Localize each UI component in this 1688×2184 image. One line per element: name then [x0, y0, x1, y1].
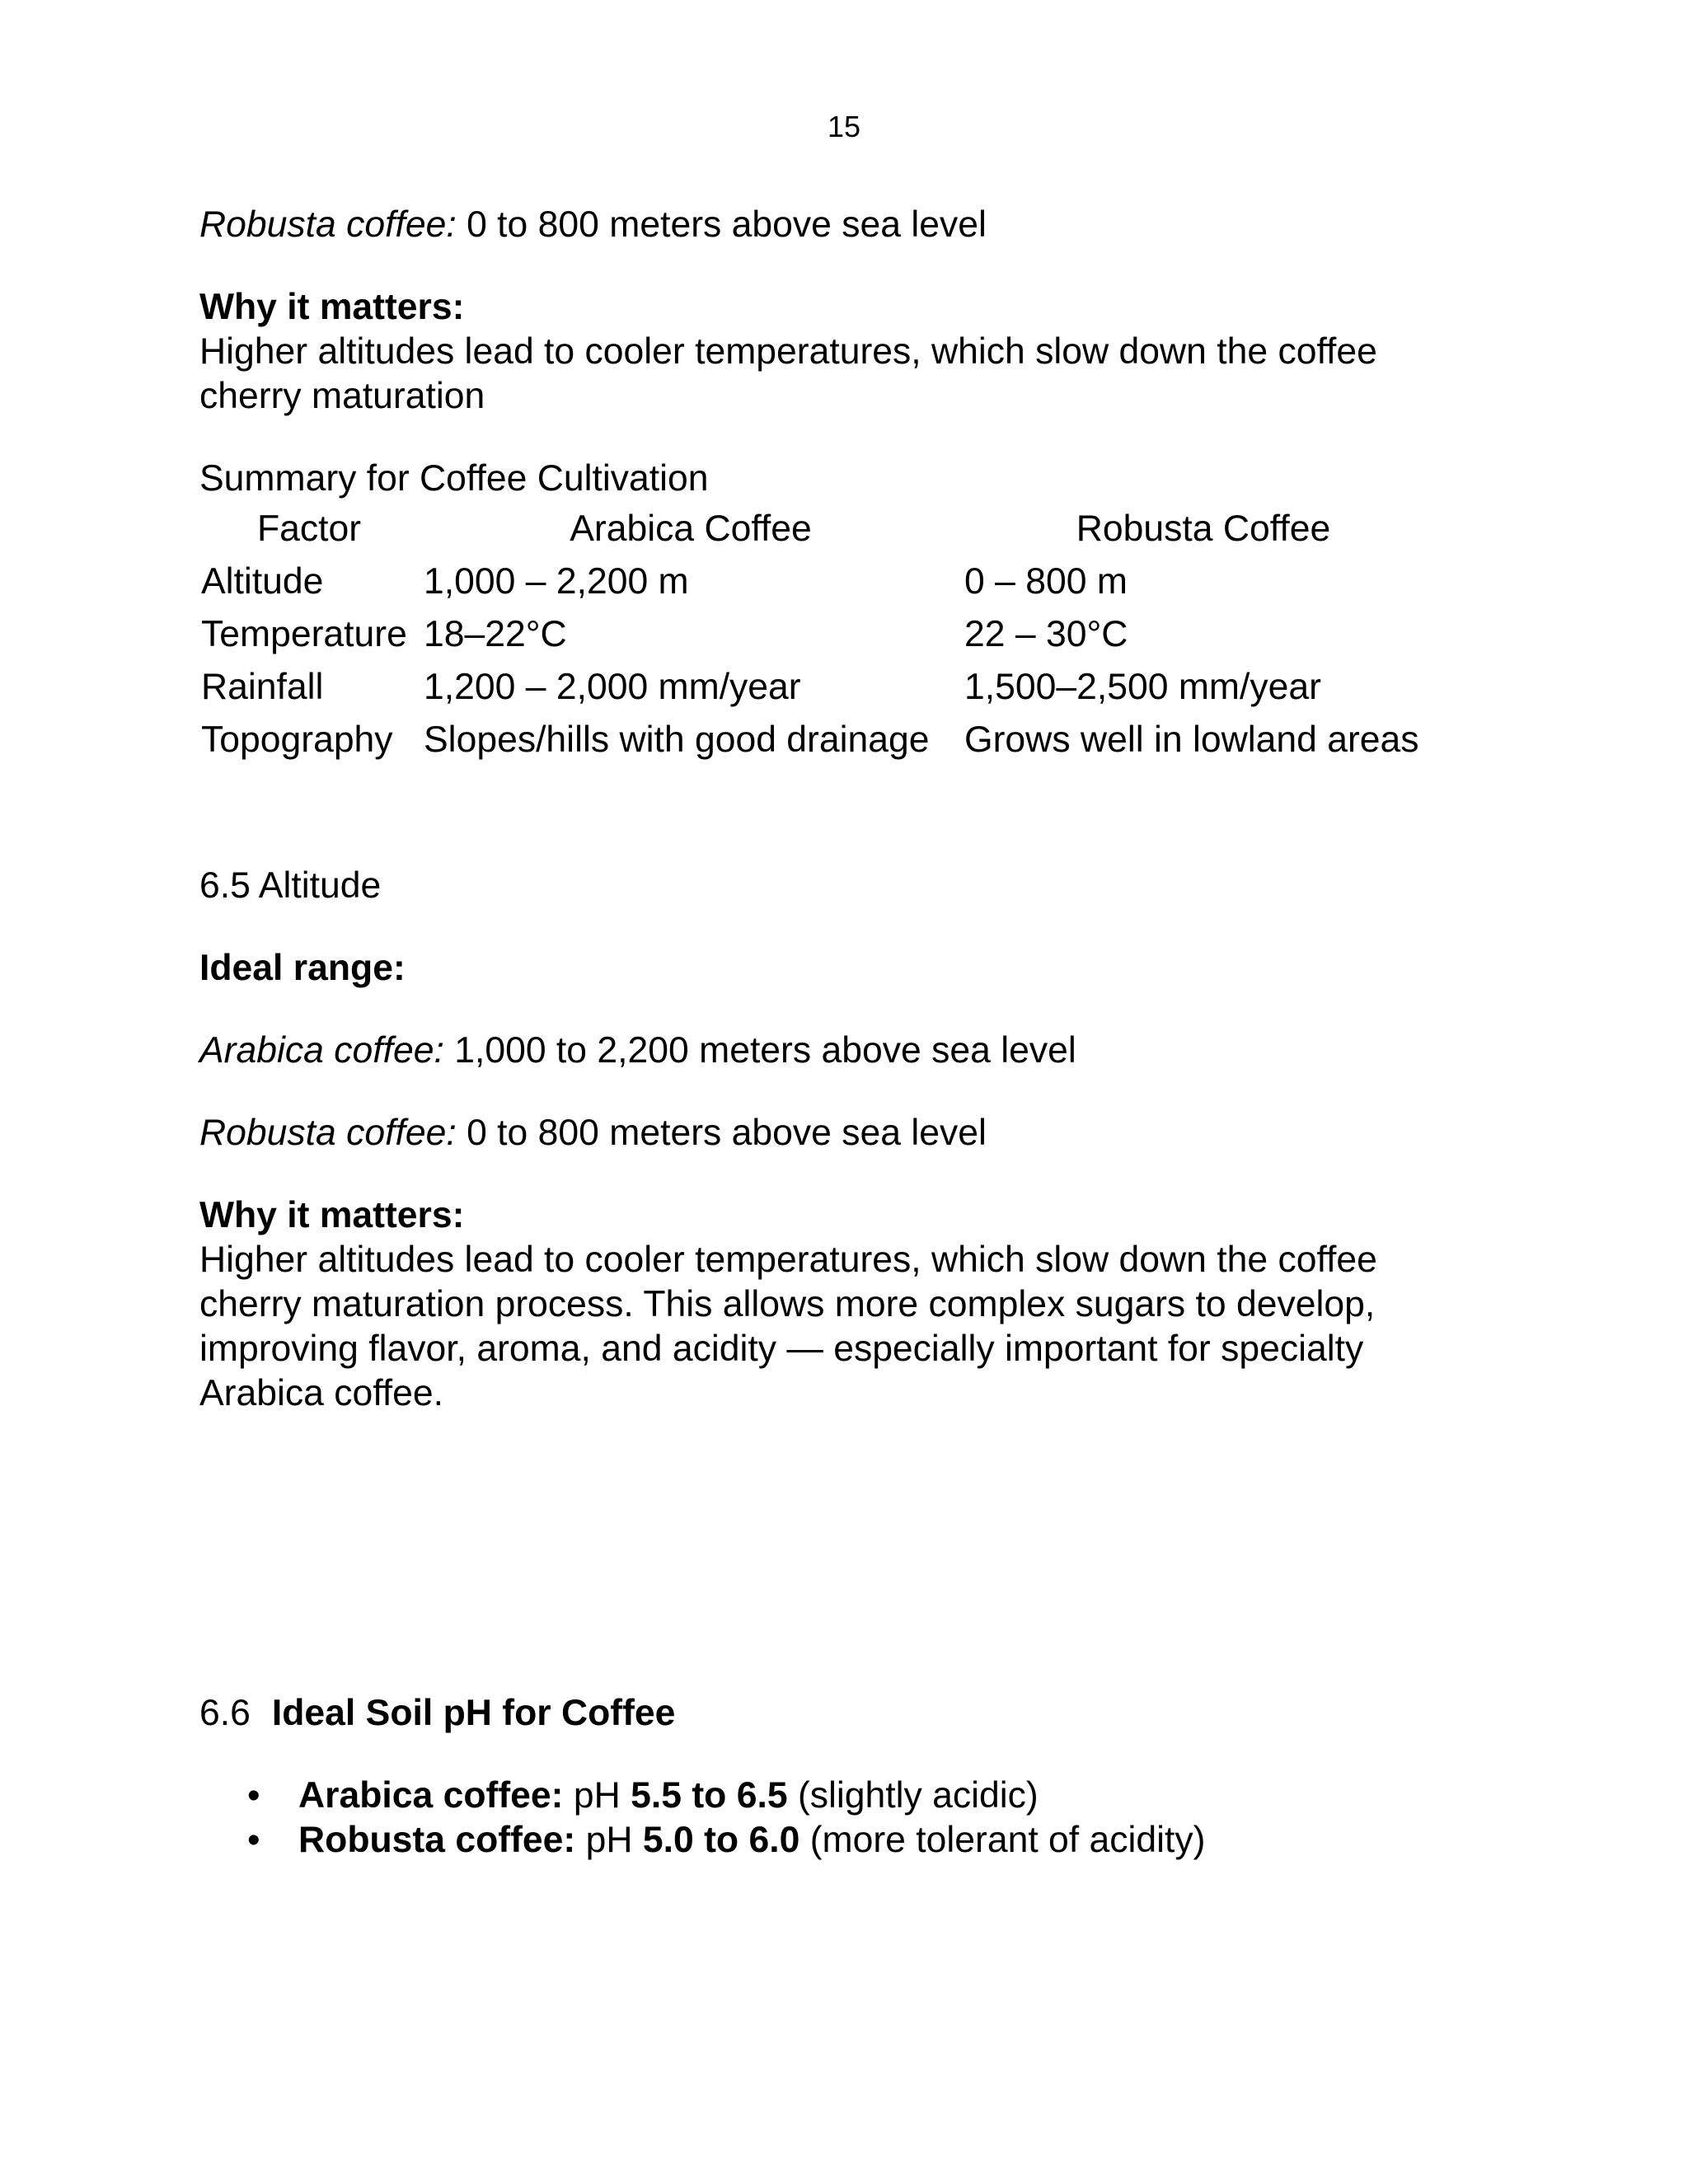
robusta-label: Robusta coffee:: [199, 204, 457, 245]
section-title: Ideal Soil pH for Coffee: [271, 1693, 676, 1733]
arabica-text: 1,000 to 2,200 meters above sea level: [443, 1030, 1076, 1071]
section-number: 6.6: [199, 1693, 251, 1733]
header-robusta: Robusta Coffee: [1076, 509, 1331, 549]
table-cell: 0 – 800 m: [964, 561, 1128, 602]
summary-header-row: [198, 503, 1446, 555]
why-paragraph-line: Higher altitudes lead to cooler temperatures, which slow down the coffee: [199, 331, 1377, 372]
table-cell: Rainfall: [201, 667, 324, 707]
robusta-text: 0 to 800 meters above sea level: [456, 204, 987, 245]
why-paragraph-line: Arabica coffee.: [199, 1373, 444, 1413]
table-cell: 1,200 – 2,000 mm/year: [424, 667, 801, 707]
table-cell: 18–22°C: [424, 614, 567, 654]
arabica-label: Arabica coffee:: [199, 1030, 444, 1071]
table-cell: Slopes/hills with good drainage: [424, 719, 930, 760]
table-cell: 1,000 – 2,200 m: [424, 561, 689, 602]
robusta-text: 0 to 800 meters above sea level: [456, 1113, 987, 1153]
table-row: [198, 608, 1446, 661]
section-6-6-heading: [199, 1691, 675, 1736]
table-cell: 1,500–2,500 mm/year: [964, 667, 1321, 707]
table-cell: Topography: [201, 719, 393, 760]
table-cell: 22 – 30°C: [964, 614, 1128, 654]
table-row: [198, 661, 1446, 714]
why-paragraph-line: cherry maturation: [199, 376, 485, 416]
why-it-matters-heading: Why it matters:: [199, 1195, 465, 1235]
why-paragraph-line: cherry maturation process. This allows more complex sugars to develop,: [199, 1284, 1376, 1324]
header-factor: Factor: [256, 509, 362, 549]
arabica-altitude-line: [199, 1029, 1076, 1073]
header-arabica: Arabica Coffee: [570, 509, 812, 549]
list-item: • Robusta coffee: pH 5.0 to 6.0 (more tolerant of acidity): [199, 1818, 1205, 1863]
why-paragraph-line: improving flavor, aroma, and acidity — especially important for specialty: [199, 1329, 1364, 1369]
bullet-icon: •: [247, 1820, 260, 1860]
table-cell: Grows well in lowland areas: [964, 719, 1419, 760]
robusta-label: Robusta coffee:: [199, 1113, 457, 1153]
table-row: [198, 714, 1446, 766]
page-number: 15: [827, 110, 861, 143]
ideal-range-heading: Ideal range:: [199, 948, 406, 988]
summary-table: [198, 503, 1446, 766]
table-row: [198, 555, 1446, 608]
why-it-matters-heading: Why it matters:: [199, 287, 465, 327]
summary-title: Summary for Coffee Cultivation: [199, 458, 709, 499]
robusta-altitude-line: [199, 203, 987, 247]
why-paragraph-line: Higher altitudes lead to cooler temperatures, which slow down the coffee: [199, 1240, 1377, 1280]
table-cell: Temperature: [201, 614, 407, 654]
robusta-altitude-line: [199, 1111, 987, 1155]
bullet-icon: •: [247, 1775, 260, 1816]
soil-ph-list: [199, 1774, 1205, 1863]
list-item: • Arabica coffee: pH 5.5 to 6.5 (slightly acidic): [199, 1774, 1205, 1818]
section-6-5-heading: 6.5 Altitude: [199, 865, 382, 906]
table-cell: Altitude: [201, 561, 324, 602]
